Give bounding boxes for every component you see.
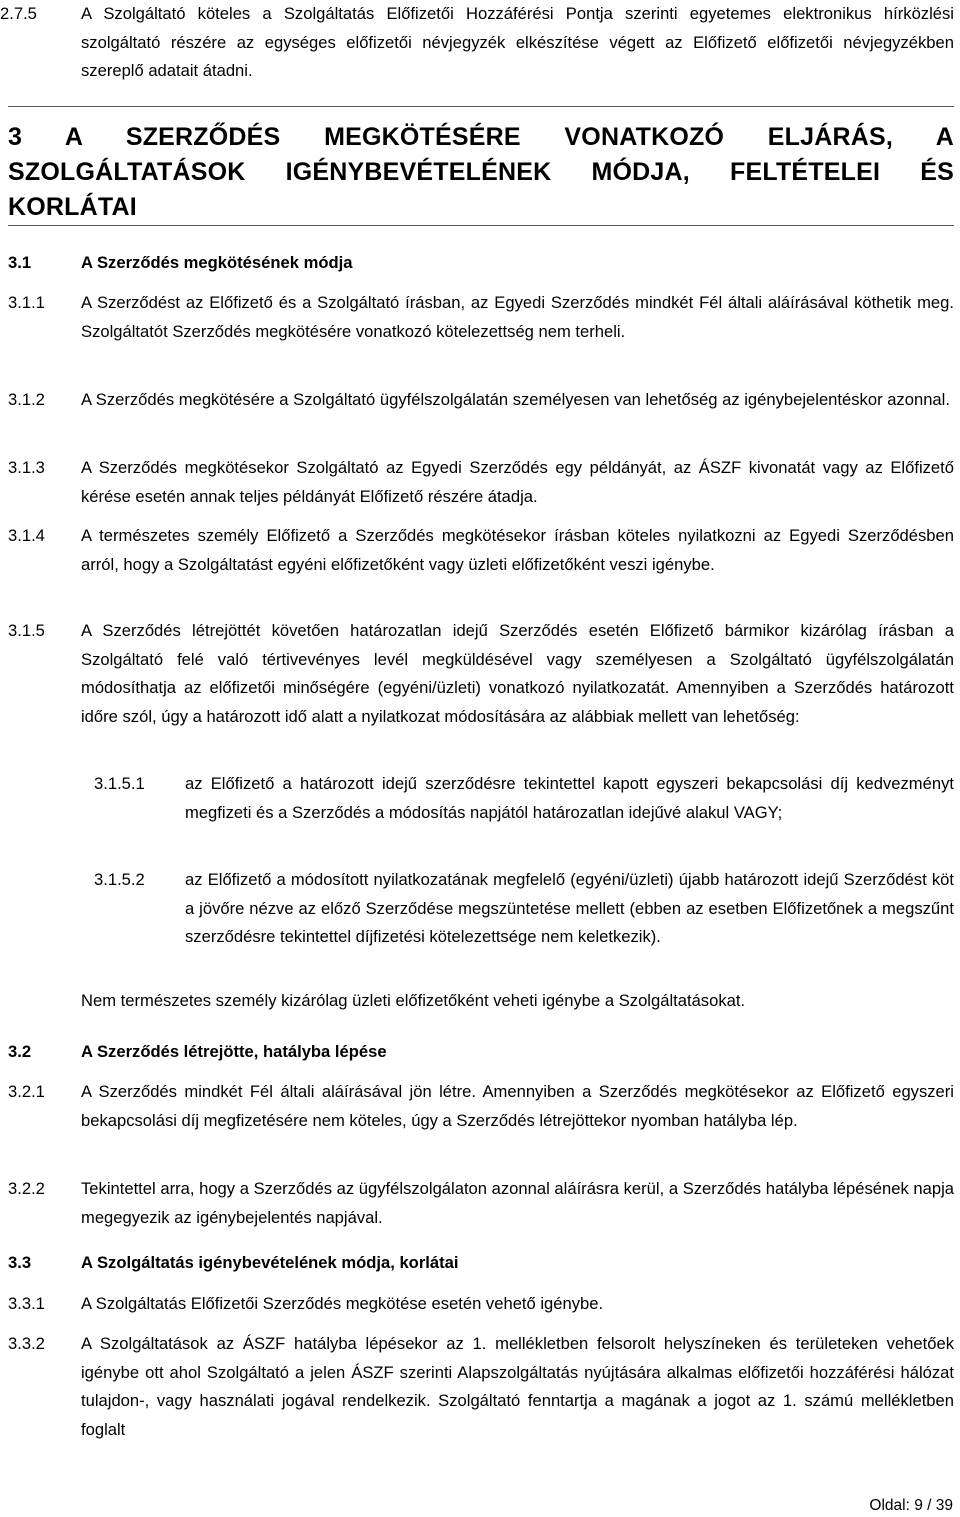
paragraph-3-1-5-2	[0, 866, 960, 952]
paragraph-number: 3.2.2	[8, 1179, 45, 1198]
subsection-3-3-heading	[0, 1249, 960, 1278]
paragraph-text: az Előfizető a határozott idejű szerződésre tekintettel kapott egyszeri bekapcsolási díj kedvezményt megfizeti és a Szerződés a módosítás napjától határozatlan idejűvé alakul VAGY;	[185, 774, 954, 822]
subsection-title: A Szolgáltatás igénybevételének módja, korlátai	[81, 1253, 459, 1272]
section-3-heading	[0, 120, 960, 225]
paragraph-3-1-4	[0, 522, 960, 579]
paragraph-text: A Szerződés létrejöttét követően határozatlan idejű Szerződés esetén Előfizető bármikor kizárólag írásban a Szolgáltató felé való tértivevényes levél megküldésével vagy személyesen a Szolgáltató ügyfélszolgálatán módosíthatja az előfizetői minőségére (egyéni/üzleti) vonatkozó nyilatkozatát. Amennyiben a Szerződés határozott időre szól, úgy a határozott idő alatt a nyilatkozat módosítására az alábbiak mellett van lehetőség:	[81, 621, 954, 726]
subsection-number: 3.2	[8, 1042, 32, 1061]
subsection-3-1-heading	[0, 249, 960, 278]
paragraph-3-2-2	[0, 1175, 960, 1232]
paragraph-3-1-3	[0, 454, 960, 511]
paragraph-text: A Szolgáltató köteles a Szolgáltatás Előfizetői Hozzáférési Pontja szerinti egyetemes elektronikus hírközlési szolgáltató részére az egységes előfizetői névjegyzék elkészítése végett az Előfizető előfizetői névjegyzékben szereplő adatait átadni.	[81, 4, 954, 81]
paragraph-3-1-5	[0, 617, 960, 731]
paragraph-text: Tekintettel arra, hogy a Szerződés az ügyfélszolgálaton azonnal aláírásra kerül, a Szerződés hatályba lépésének napja megegyezik az igénybejelentés napjával.	[81, 1179, 954, 1227]
closing-paragraph	[0, 987, 960, 1016]
paragraph-3-1-1	[0, 289, 960, 346]
paragraph-number: 3.1.5.2	[94, 870, 145, 889]
subsection-title: A Szerződés megkötésének módja	[81, 253, 353, 272]
paragraph-text: Nem természetes személy kizárólag üzleti előfizetőként veheti igénybe a Szolgáltatásokat.	[81, 991, 746, 1010]
page-number: Oldal: 9 / 39	[869, 1497, 953, 1514]
section-divider-top	[8, 106, 954, 107]
paragraph-number: 3.1.4	[8, 526, 45, 545]
subsection-number: 3.1	[8, 253, 32, 272]
subsection-number: 3.3	[8, 1253, 32, 1272]
paragraph-text: A Szolgáltatás Előfizetői Szerződés megkötése esetén vehető igénybe.	[81, 1294, 604, 1313]
paragraph-number: 3.2.1	[8, 1082, 45, 1101]
paragraph-text: az Előfizető a módosított nyilatkozatának megfelelő (egyéni/üzleti) újabb határozott idejű Szerződést köt a jövőre nézve az előző Szerződése megszüntetése mellett (ebben az esetben Előfizetőnek a megszűnt szerződésre tekintettel díjfizetési kötelezettsége nem keletkezik).	[185, 870, 954, 947]
paragraph-text: A Szerződés megkötésekor Szolgáltató az Egyedi Szerződés egy példányát, az ÁSZF kivonatát vagy az Előfizető kérése esetén annak teljes példányát Előfizető részére átadja.	[81, 458, 954, 506]
paragraph-3-2-1	[0, 1078, 960, 1135]
paragraph-number: 3.1.2	[8, 390, 45, 409]
paragraph-3-1-2	[0, 386, 960, 415]
paragraph-number: 3.3.1	[8, 1294, 45, 1313]
paragraph-text: A Szerződés mindkét Fél általi aláírásával jön létre. Amennyiben a Szerződés megkötésekor az Előfizető egyszeri bekapcsolási díj megfizetésére nem köteles, úgy a Szerződés létrejöttekor nyomban hatályba lép.	[81, 1082, 954, 1130]
section-divider-bottom	[8, 225, 954, 226]
section-title: 3 A SZERZŐDÉS MEGKÖTÉSÉRE VONATKOZÓ ELJÁRÁS, A SZOLGÁLTATÁSOK IGÉNYBEVÉTELÉNEK MÓDJA, FELTÉTELEI ÉS KORLÁTAI	[8, 123, 954, 221]
paragraph-number: 2.7.5	[0, 4, 37, 23]
paragraph-number: 3.3.2	[8, 1334, 45, 1353]
paragraph-text: A Szerződést az Előfizető és a Szolgáltató írásban, az Egyedi Szerződés mindkét Fél általi aláírásával köthetik meg. Szolgáltatót Szerződés megkötésére vonatkozó kötelezettség nem terheli.	[81, 293, 954, 341]
paragraph-number: 3.1.1	[8, 293, 45, 312]
subsection-title: A Szerződés létrejötte, hatályba lépése	[81, 1042, 387, 1061]
paragraph-2-7-5	[0, 0, 960, 86]
paragraph-text: A természetes személy Előfizető a Szerződés megkötésekor írásban köteles nyilatkozni az Egyedi Szerződésben arról, hogy a Szolgáltatást egyéni előfizetőként vagy üzleti előfizetőként veszi igénybe.	[81, 526, 954, 574]
paragraph-number: 3.1.3	[8, 458, 45, 477]
paragraph-text: A Szerződés megkötésére a Szolgáltató ügyfélszolgálatán személyesen van lehetőség az igénybejelentéskor azonnal.	[81, 390, 950, 409]
paragraph-text: A Szolgáltatások az ÁSZF hatályba lépésekor az 1. mellékletben felsorolt helyszíneken és területeken vehetőek igénybe ott ahol Szolgáltató a jelen ÁSZF szerinti Alapszolgáltatás nyújtására alkalmas előfizetői hozzáférési hálózat tulajdon-, vagy használati jogával rendelkezik. Szolgáltató fenntartja a magának a jogot az 1. számú mellékletben foglalt	[81, 1334, 954, 1439]
subsection-3-2-heading	[0, 1038, 960, 1067]
paragraph-3-3-1	[0, 1290, 960, 1319]
paragraph-3-1-5-1	[0, 770, 960, 827]
paragraph-number: 3.1.5.1	[94, 774, 145, 793]
paragraph-number: 3.1.5	[8, 621, 45, 640]
paragraph-3-3-2	[0, 1330, 960, 1444]
